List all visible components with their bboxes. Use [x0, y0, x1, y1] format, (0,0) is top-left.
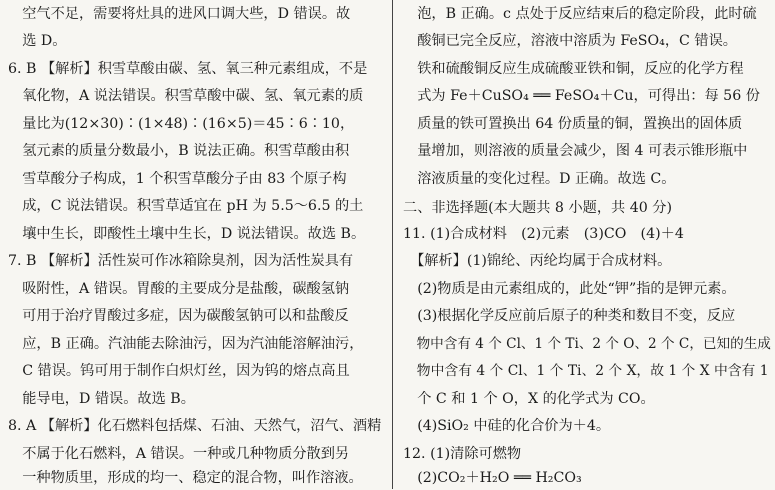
- text-line: (2)物质是由元素组成的，此处“钾”指的是钾元素。: [403, 281, 736, 297]
- text-line: 应，B 正确。汽油能去除油污，因为汽油能溶解油污，: [8, 336, 364, 352]
- text-line: 泡，B 正确。c 点处于反应结束后的稳定阶段，此时硫: [403, 6, 757, 22]
- text-line: 溶液质量的变化过程。D 正确。故选 C。: [403, 171, 676, 187]
- text-line: 不属于化石燃料，A 错误。一种或几种物质分散到另: [8, 446, 350, 462]
- text-line: 一种物质里，形成的均一、稳定的混合物，叫作溶液。: [8, 470, 363, 486]
- text-line: 能导电，D 错误。故选 B。: [8, 391, 195, 407]
- text-line: 雪草酸分子构成，1 个积雪草酸分子由 83 个原子构: [8, 171, 347, 187]
- text-line: 可用于治疗胃酸过多症，因为碳酸氢钠可以和盐酸反: [8, 308, 349, 324]
- text-line: 氧化物，A 说法错误。积雪草酸中碳、氢、氧元素的质: [8, 88, 364, 104]
- text-line: 7. B 【解析】活性炭可作冰箱除臭剂，因为活性炭具有: [8, 253, 354, 269]
- text-line: C 错误。钨可用于制作白炽灯丝，因为钨的熔点高且: [8, 363, 350, 379]
- text-line: 物中含有 4 个 Cl、1 个 Ti、2 个 X，故 1 个 X 中含有 1: [403, 363, 769, 379]
- text-line: (3)根据化学反应前后原子的种类和数目不变，反应: [403, 308, 736, 324]
- text-line: 个 C 和 1 个 O，X 的化学式为 CO。: [403, 391, 655, 407]
- text-line: 式为 Fe＋CuSO₄ ══ FeSO₄＋Cu，可得出：每 56 份: [403, 88, 760, 104]
- text-line: 空气不足，需要将灶具的进风口调大些，D 错误。故: [8, 6, 351, 22]
- section-heading: 二、非选择题(本大题共 8 小题，共 40 分): [403, 200, 673, 216]
- text-line: (4)SiO₂ 中硅的化合价为＋4。: [403, 418, 611, 434]
- text-line: 氢元素的质量分数最小，B 说法正确。积雪草酸由积: [8, 143, 350, 159]
- text-line: 吸附性，A 错误。胃酸的主要成分是盐酸，碳酸氢钠: [8, 281, 350, 297]
- text-line: 6. B 【解析】积雪草酸由碳、氢、氧三种元素组成，不是: [8, 61, 368, 77]
- text-line: 壤中生长，即酸性土壤中生长，D 说法错误。故选 B。: [8, 226, 366, 242]
- text-line: 选 D。: [8, 33, 67, 49]
- text-line: 8. A 【解析】化石燃料包括煤、石油、天然气，沼气、酒精: [8, 418, 382, 434]
- text-line: 11. (1)合成材料 (2)元素 (3)CO (4)＋4: [403, 226, 684, 242]
- column-divider: [392, 0, 393, 489]
- text-line: 酸铜已完全反应，溶液中溶质为 FeSO₄，C 错误。: [403, 33, 737, 49]
- text-line: 质量的铁可置换出 64 份质量的铜，置换出的固体质: [403, 116, 743, 132]
- text-line: 物中含有 4 个 Cl、1 个 Ti、2 个 O、2 个 C，已知的生成: [403, 336, 771, 352]
- text-line: 量比为(12×30)∶(1×48)∶(16×5)＝45∶6∶10，: [8, 116, 355, 132]
- text-line: 量增加，则溶液的质量会减少，图 4 可表示锥形瓶中: [403, 143, 748, 159]
- text-line: 12. (1)清除可燃物: [403, 446, 522, 462]
- text-line: 铁和硫酸铜反应生成硫酸亚铁和铜，反应的化学方程: [403, 61, 744, 77]
- text-line: 成，C 说法错误。积雪草适宜在 pH 为 5.5～6.5 的土: [8, 198, 364, 214]
- text-line: (2)CO₂＋H₂O ══ H₂CO₃: [403, 470, 582, 486]
- text-line: 【解析】(1)锦纶、丙纶均属于合成材料。: [403, 253, 672, 269]
